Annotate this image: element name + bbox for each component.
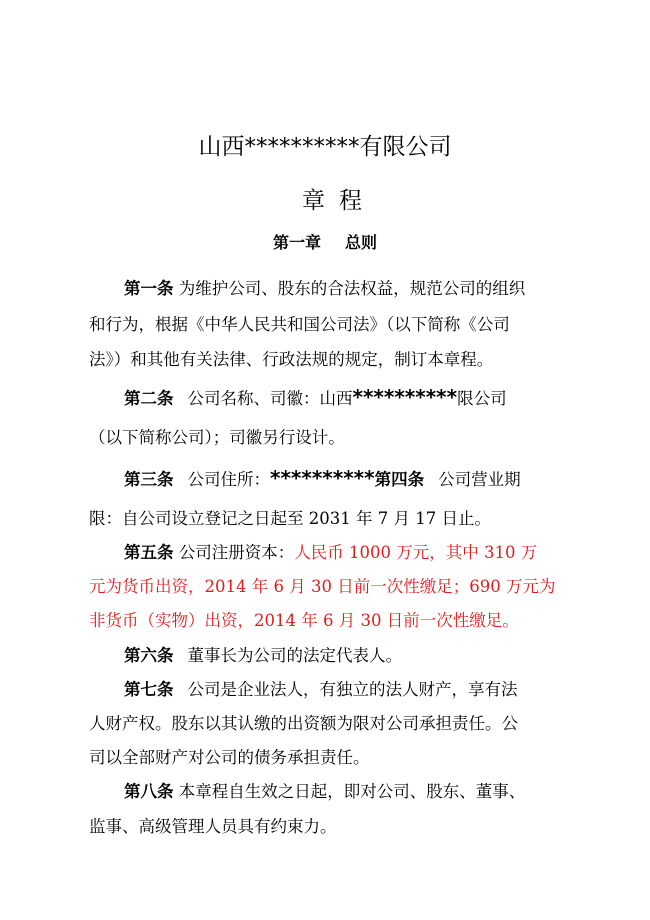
article-8-text-1: 本章程自生效之日起，即对公司、股东、董事、: [178, 782, 526, 801]
article-2-masked-name: **********: [352, 385, 458, 409]
article-3-line-1: [124, 467, 604, 491]
article-2-line-2: （以下简称公司）；司徽另行设计。: [89, 428, 345, 447]
article-3-masked-address: **********: [270, 466, 375, 490]
article-6-line-1: [124, 645, 604, 667]
article-3-label: 第三条: [124, 470, 174, 489]
article-4-text-1: 公司营业期: [438, 470, 521, 489]
article-5-line-2: 元为货币出资，2014 年 6 月 30 日前一次性缴足；690 万元为: [89, 577, 556, 596]
article-5-line-3: 非货币（实物）出资，2014 年 6 月 30 日前一次性缴足。: [89, 611, 519, 630]
article-7-line-2: 人财产权。股东以其认缴的出资额为限对公司承担责任。公: [89, 714, 518, 733]
article-1-label: 第一条: [124, 279, 174, 298]
company-title: 山西**********有限公司: [198, 134, 452, 160]
article-8-line-2: 监事、高级管理人员具有约束力。: [89, 817, 337, 836]
chapter-number: 第一章: [272, 233, 321, 252]
article-2-text-1a: 公司名称、司徽：山西: [187, 389, 353, 408]
article-5-text-1b: 人民币 1000 万元，其中 310 万: [294, 543, 538, 562]
article-4-line-2: 限：自公司设立登记之日起至 2031 年 7 月 17 日止。: [89, 509, 491, 528]
article-7-line-3: 司以全部财产对公司的债务承担责任。: [89, 748, 370, 767]
article-7-label: 第七条: [124, 680, 174, 699]
article-1-line-2: 和行为，根据《中华人民共和国公司法》（以下简称《公司: [89, 315, 510, 334]
article-3-text-1a: 公司住所：: [187, 470, 270, 489]
article-7-line-1: [124, 679, 604, 701]
chapter-name: 总则: [345, 233, 378, 252]
article-4-label: 第四条: [374, 470, 425, 489]
article-2-label: 第二条: [124, 389, 174, 408]
article-1-text-1: 为维护公司、股东的合法权益，规范公司的组织: [178, 279, 526, 298]
article-8-label: 第八条: [124, 782, 174, 801]
article-6-text-1: 董事长为公司的法定代表人。: [187, 646, 402, 665]
article-6-label: 第六条: [124, 646, 174, 665]
article-8-line-1: [124, 781, 604, 803]
article-5-line-1: [124, 542, 604, 564]
article-5-text-1a: 公司注册资本：: [178, 543, 295, 562]
article-1-line-1: [124, 278, 604, 300]
article-5-label: 第五条: [124, 543, 174, 562]
article-7-text-1: 公司是企业法人，有独立的法人财产，享有法: [187, 680, 518, 699]
document-subtitle: 章程: [302, 188, 376, 214]
article-1-line-3: 法》）和其他有关法律、行政法规的规定，制订本章程。: [89, 350, 494, 369]
chapter-heading: [0, 230, 650, 253]
article-2-line-1: [124, 386, 604, 410]
article-2-text-1b: 限公司: [457, 389, 507, 408]
